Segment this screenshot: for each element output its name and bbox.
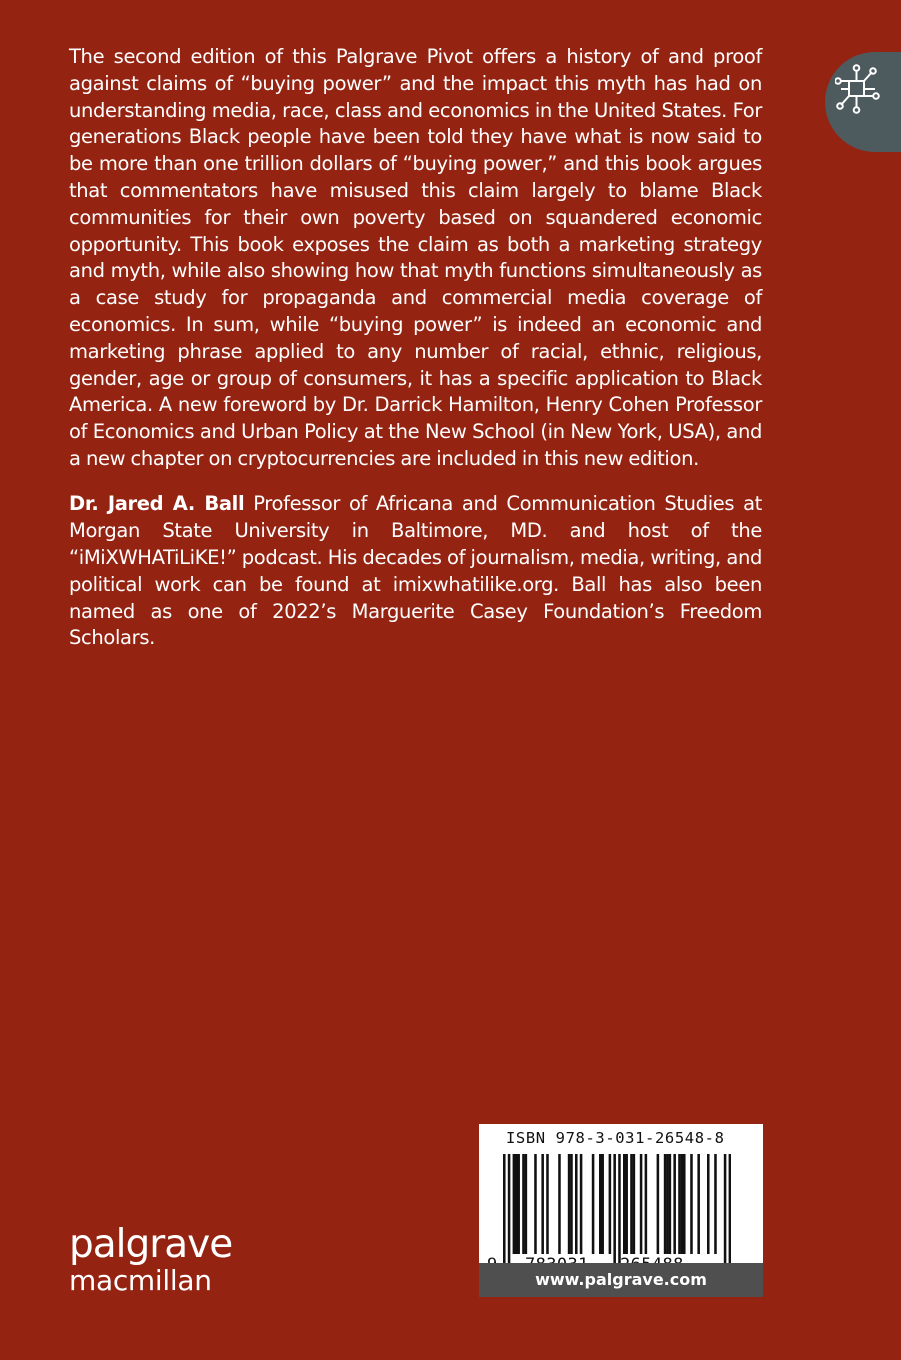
- barcode-bar: [517, 1154, 520, 1254]
- barcode-bar: [513, 1154, 516, 1254]
- barcode-bar: [640, 1154, 643, 1254]
- barcode-bar: [729, 1154, 731, 1266]
- ean-barcode: [503, 1154, 731, 1266]
- barcode-bar: [525, 1154, 528, 1254]
- author-bio: [69, 491, 762, 652]
- barcode-bar: [558, 1154, 561, 1254]
- barcode-bar: [508, 1154, 511, 1266]
- pivot-network-icon: [835, 62, 885, 122]
- barcode-bar: [666, 1154, 669, 1254]
- logo-macmillan: macmillan: [69, 1264, 212, 1297]
- barcode-bar: [534, 1154, 537, 1254]
- barcode-bar: [683, 1154, 686, 1254]
- barcode-bar: [522, 1154, 525, 1254]
- barcode-bar: [618, 1154, 621, 1266]
- barcode-bar: [707, 1154, 710, 1254]
- barcode-bar: [669, 1154, 672, 1254]
- barcode-bar: [609, 1154, 612, 1254]
- barcode-bar: [681, 1154, 684, 1254]
- barcode-bar: [630, 1154, 633, 1254]
- author-name: Dr. Jared A. Ball: [69, 492, 245, 516]
- barcode-bar: [568, 1154, 571, 1254]
- barcode-bar: [625, 1154, 628, 1254]
- author-bio-text: Professor of Africana and Communication Studies at Morgan State University in Baltimore, MD. and host of the “iMiXWHATiLiKE!” podcast. His decades of journalism, media, writing, and political work can be found at imixwhatilike.org. Ball has also been named as one of 2022’s Marguerite Casey Foundation’s Freedom Scholars.: [69, 492, 762, 650]
- barcode-bar: [633, 1154, 636, 1254]
- barcode-bar: [503, 1154, 506, 1266]
- barcode-bar: [645, 1154, 648, 1254]
- publisher-website: www.palgrave.com: [479, 1263, 763, 1297]
- barcode-bar: [580, 1154, 583, 1254]
- book-description: The second edition of this Palgrave Pivot offers a history of and proof against claims of “buying power” and the impact this myth has had on understanding media, race, class and economics in the United States. For generations Black people have been told they have what is now said to be more than one trillion dollars of “buying power,” and this book argues that commentators have misused this claim largely to blame Black communities for their own poverty based on squandered economic opportunity. This book exposes the claim as both a marketing strategy and myth, while also showing how that myth functions simultaneously as a case study for propaganda and commercial media coverage of economics. In sum, while “buying power” is indeed an economic and marketing phrase applied to any number of racial, ethnic, religious, gender, age or group of consumers, it has a specific application to Black America. A new foreword by Dr. Darrick Hamilton, Henry Cohen Professor of Economics and Urban Policy at the New School (in New York, USA), and a new chapter on cryptocurrencies are included in this new edition.: [69, 45, 762, 470]
- palgrave-pivot-badge: [825, 52, 901, 152]
- barcode-bar: [570, 1154, 573, 1254]
- barcode-bar: [673, 1154, 676, 1254]
- barcode-bar: [714, 1154, 717, 1254]
- barcode-bar: [623, 1154, 626, 1254]
- barcode-bar: [592, 1154, 595, 1254]
- barcode-bar: [599, 1154, 602, 1254]
- barcode-bar: [575, 1154, 578, 1254]
- barcode-bar: [657, 1154, 660, 1254]
- isbn-barcode-box: [479, 1124, 763, 1297]
- barcode-bar: [724, 1154, 727, 1266]
- barcode-bar: [546, 1154, 549, 1254]
- barcode-bar: [690, 1154, 693, 1254]
- back-cover-blurb: [69, 44, 762, 652]
- barcode-bar: [613, 1154, 616, 1266]
- logo-palgrave: palgrave: [69, 1222, 233, 1267]
- barcode-bar: [541, 1154, 544, 1254]
- barcode-bar: [515, 1154, 518, 1254]
- barcode-bar: [697, 1154, 700, 1254]
- isbn-label: ISBN 978-3-031-26548-8: [506, 1129, 725, 1147]
- barcode-bar: [601, 1154, 604, 1254]
- barcode-bar: [678, 1154, 681, 1254]
- palgrave-macmillan-logo: [69, 1222, 233, 1298]
- barcode-bar: [664, 1154, 667, 1254]
